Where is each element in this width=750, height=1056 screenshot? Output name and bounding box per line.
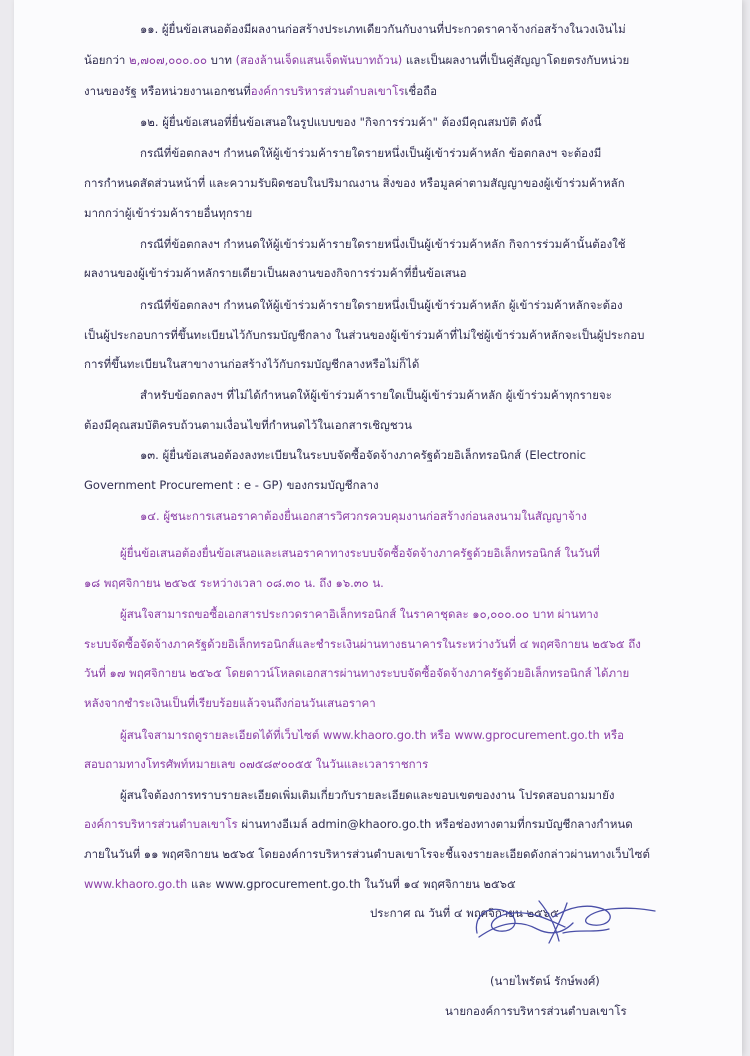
line-5: กรณีที่ข้อตกลงฯ กำหนดให้ผู้เข้าร่วมค้ารายใดรายหนึ่งเป็นผู้เข้าร่วมค้าหลัก ข้อตกลงฯ จะต้องมี	[140, 146, 602, 160]
line-11: เป็นผู้ประกอบการที่ขึ้นทะเบียนไว้กับกรมบัญชีกลาง ในส่วนของผู้เข้าร่วมค้าที่ไม่ใช่ผู้เข้าร่วมค้าหลักจะเป็นผู้ประกอบ	[84, 328, 645, 342]
line-19: ๑๘ พฤศจิกายน ๒๕๖๕ ระหว่างเวลา ๐๘.๓๐ น. ถึง ๑๖.๓๐ น.	[84, 576, 384, 590]
line-13: สำหรับข้อตกลงฯ ที่ไม่ได้กำหนดให้ผู้เข้าร่วมค้ารายใดเป็นผู้เข้าร่วมค้าหลัก ผู้เข้าร่วมค้าทุกรายจะ	[140, 388, 612, 402]
line-4: ๑๒. ผู้ยื่นข้อเสนอที่ยื่นข้อเสนอในรูปแบบของ "กิจการร่วมค้า" ต้องมีคุณสมบัติ ดังนี้	[140, 115, 542, 129]
line-12: การที่ขึ้นทะเบียนในสาขางานก่อสร้างไว้กับกรมบัญชีกลางหรือไม่ก็ได้	[84, 357, 420, 371]
line-23: หลังจากชำระเงินเป็นที่เรียบร้อยแล้วจนถึงก่อนวันเสนอราคา	[84, 696, 376, 710]
price-in-words: (สองล้านเจ็ดแสนเจ็ดพันบาทถ้วน)	[235, 53, 403, 67]
line-10: กรณีที่ข้อตกลงฯ กำหนดให้ผู้เข้าร่วมค้ารายใดรายหนึ่งเป็นผู้เข้าร่วมค้าหลัก ผู้เข้าร่วมค้าหลักจะต้อง	[140, 298, 623, 312]
line-17: ๑๔. ผู้ชนะการเสนอราคาต้องยื่นเอกสารวิศวกรควบคุมงานก่อสร้างก่อนลงนามในสัญญาจ้าง	[140, 509, 587, 523]
line-25: สอบถามทางโทรศัพท์หมายเลข ๐๗๕๘๙๐๐๕๕ ในวันและเวลาราชการ	[84, 757, 429, 771]
line-14: ต้องมีคุณสมบัติครบถ้วนตามเงื่อนไขที่กำหนดไว้ในเอกสารเชิญชวน	[84, 418, 412, 432]
line-1: ๑๑. ผู้ยื่นข้อเสนอต้องมีผลงานก่อสร้างประเภทเดียวกันกับงานที่ประกวดราคาจ้างก่อสร้างในวงเงินไม่	[140, 22, 626, 36]
line-21: ระบบจัดซื้อจัดจ้างภาครัฐด้วยอิเล็กทรอนิกส์และชำระเงินผ่านทางธนาคารในระหว่างวันที่ ๔ พฤศจิกายน ๒๕๖๕ ถึง	[84, 637, 641, 651]
line-18: ผู้ยื่นข้อเสนอต้องยื่นข้อเสนอและเสนอราคาทางระบบจัดซื้อจัดจ้างภาครัฐด้วยอิเล็กทรอนิกส์ ในวันที่	[120, 546, 600, 560]
signatory-name: (นายไพรัตน์ รักษ์พงศ์)	[490, 974, 600, 988]
line-16: Government Procurement : e - GP) ของกรมบัญชีกลาง	[84, 478, 379, 492]
line-7: มากกว่าผู้เข้าร่วมค้ารายอื่นทุกราย	[84, 206, 253, 220]
line-3: งานของรัฐ หรือหน่วยงานเอกชนที่องค์การบริหารส่วนตำบลเขาโรเชื่อถือ	[84, 84, 438, 98]
line-9: ผลงานของผู้เข้าร่วมค้าหลักรายเดียวเป็นผลงานของกิจการร่วมค้าที่ยื่นข้อเสนอ	[84, 266, 467, 280]
organization-name: องค์การบริหารส่วนตำบลเขาโร	[250, 84, 405, 98]
line-8: กรณีที่ข้อตกลงฯ กำหนดให้ผู้เข้าร่วมค้ารายใดรายหนึ่งเป็นผู้เข้าร่วมค้าหลัก กิจการร่วมค้านั้นต้องใช้	[140, 237, 626, 251]
line-6: การกำหนดสัดส่วนหน้าที่ และความรับผิดชอบในปริมาณงาน สิ่งของ หรือมูลค่าตามสัญญาของผู้เข้าร่วมค้าหลัก	[84, 176, 625, 190]
signature-image	[469, 893, 659, 953]
line-26: ผู้สนใจต้องการทราบรายละเอียดเพิ่มเติมเกี่ยวกับรายละเอียดและขอบเขตของงาน โปรดสอบถามมายัง	[120, 788, 615, 802]
website-link: www.khaoro.go.th	[84, 877, 188, 891]
line-2: น้อยกว่า ๒,๗๐๗,๐๐๐.๐๐ บาท (สองล้านเจ็ดแสนเจ็ดพันบาทถ้วน) และเป็นผลงานที่เป็นคู่สัญญาโดยตรงกับหน่วย	[84, 53, 630, 67]
line-29: www.khaoro.go.th และ www.gprocurement.go.th ในวันที่ ๑๔ พฤศจิกายน ๒๕๖๕	[84, 877, 516, 891]
line-22: วันที่ ๑๗ พฤศจิกายน ๒๕๖๕ โดยดาวน์โหลดเอกสารผ่านทางระบบจัดซื้อจัดจ้างภาครัฐด้วยอิเล็กทรอนิกส์ ได้ภาย	[84, 666, 630, 680]
line-20: ผู้สนใจสามารถขอซื้อเอกสารประกวดราคาอิเล็กทรอนิกส์ ในราคาชุดละ ๑๐,๐๐๐.๐๐ บาท ผ่านทาง	[120, 607, 599, 621]
announcement-date: ประกาศ ณ วันที่ ๔ พฤศจิกายน ๒๕๖๕	[370, 906, 559, 920]
line-15: ๑๓. ผู้ยื่นข้อเสนอต้องลงทะเบียนในระบบจัดซื้อจัดจ้างภาครัฐด้วยอิเล็กทรอนิกส์ (Electronic	[140, 448, 587, 462]
organization-name: องค์การบริหารส่วนตำบลเขาโร	[84, 817, 238, 831]
document-page	[14, 0, 742, 1056]
line-28: ภายในวันที่ ๑๑ พฤศจิกายน ๒๕๖๕ โดยองค์การบริหารส่วนตำบลเขาโรจะชี้แจงรายละเอียดดังกล่าวผ่านทางเว็บไซต์	[84, 847, 650, 861]
price-amount: ๒,๗๐๗,๐๐๐.๐๐	[129, 53, 208, 67]
line-27: องค์การบริหารส่วนตำบลเขาโร ผ่านทางอีเมล์ admin@khaoro.go.th หรือช่องทางตามที่กรมบัญชีกลางกำหนด	[84, 817, 633, 831]
signatory-title: นายกองค์การบริหารส่วนตำบลเขาโร	[445, 1004, 627, 1018]
line-24: ผู้สนใจสามารถดูรายละเอียดได้ที่เว็บไซต์ www.khaoro.go.th หรือ www.gprocurement.go.th หรือ	[120, 728, 625, 742]
